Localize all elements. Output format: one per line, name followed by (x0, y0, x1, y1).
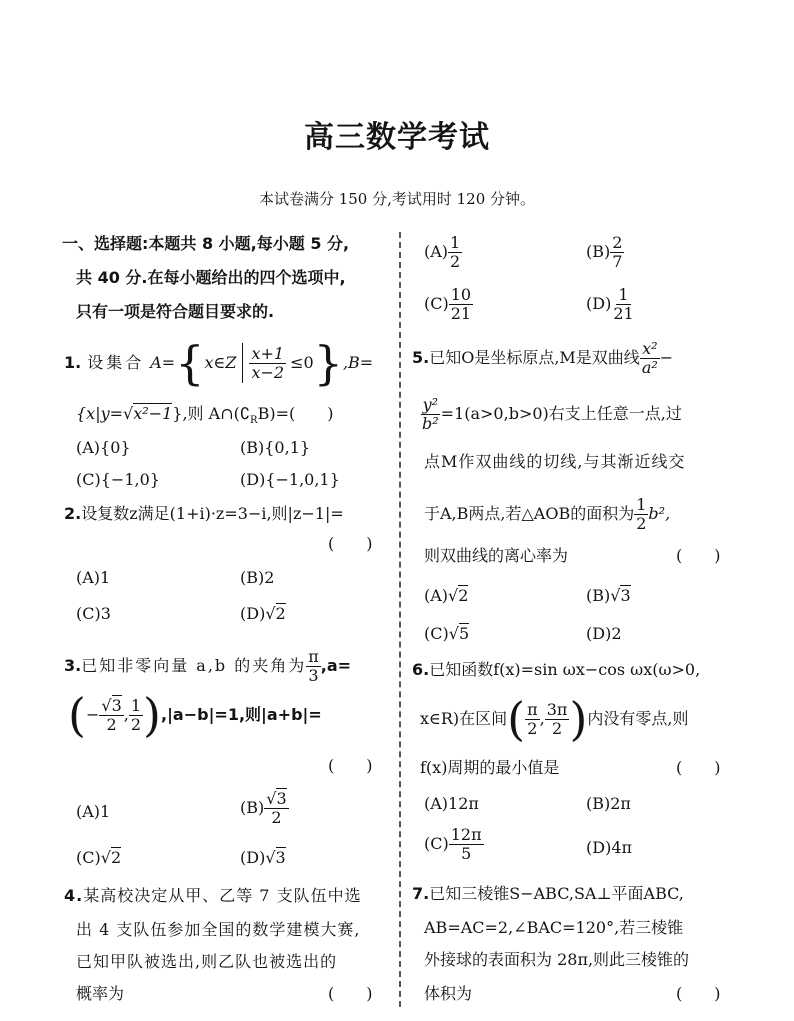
q6-text: x∈R)在区间 (420, 709, 508, 728)
question-7-line3: 外接球的表面积为 28π,则此三棱锥的 (424, 950, 690, 969)
sqrt-symbol: √ (266, 789, 277, 808)
q3-vec-x (99, 697, 123, 733)
option-c[interactable] (424, 286, 473, 322)
q1-brace-close: } (313, 336, 343, 390)
option-fraction (449, 826, 484, 862)
option-c[interactable]: (C)3 (76, 604, 111, 623)
question-3-line2 (68, 688, 322, 742)
question-4-line4: 概率为 (76, 984, 125, 1003)
option-fraction (449, 286, 473, 322)
option-a[interactable]: (A)1 (76, 802, 111, 821)
question-5-line4 (424, 496, 670, 532)
numerator: 1 (636, 495, 647, 514)
answer-blank[interactable]: ( ) (328, 984, 373, 1003)
q3-angle-fraction (306, 648, 321, 684)
q6-interval-end (545, 701, 570, 737)
question-5-line2 (420, 396, 682, 432)
denominator: 21 (450, 303, 472, 323)
q3-text: 已知非零向量 a,b 的夹角为 (81, 656, 307, 676)
answer-blank[interactable]: ( ) (328, 756, 373, 775)
option-label: (C) (424, 624, 449, 643)
radicand: 3 (275, 848, 286, 867)
question-number: 6. (412, 660, 430, 679)
numerator: 1 (450, 233, 461, 252)
q1-set-cond: x∈Z (204, 353, 237, 372)
option-d[interactable] (586, 286, 636, 322)
q5-area-fraction (634, 496, 648, 532)
numerator: 2 (612, 233, 623, 252)
q5-text: 已知O是坐标原点,M是双曲线 (429, 348, 640, 368)
q1-set-b: ,B= (342, 353, 374, 372)
option-a[interactable]: (A){0} (76, 438, 131, 457)
radicand: 5 (458, 624, 470, 643)
option-b[interactable] (586, 234, 624, 270)
sqrt-symbol: √ (123, 404, 134, 423)
q6-text: 已知函数f(x)=sin ωx−cos ωx(ω>0, (429, 660, 701, 679)
q6-interval-start (525, 701, 540, 737)
q1-question-end: B)=( ) (257, 404, 334, 423)
option-b[interactable] (586, 586, 631, 606)
option-d[interactable]: (D){−1,0,1} (240, 470, 340, 489)
paren-open: ( (507, 692, 526, 746)
option-label: (A) (424, 242, 449, 262)
numerator: π (527, 699, 538, 719)
q1-inequality: ≤0 (290, 353, 314, 372)
denominator: 7 (612, 251, 623, 271)
question-number: 3. (64, 656, 82, 676)
option-label: (D) (240, 604, 266, 623)
question-1-line1 (64, 336, 374, 390)
q1-set-b-def: {x|y= (76, 404, 124, 423)
section-heading-line2: 共 40 分.在每小题给出的四个选项中, (76, 268, 346, 287)
answer-blank[interactable]: ( ) (328, 534, 373, 553)
q5-fraction-x (640, 340, 660, 376)
denominator: 2 (450, 251, 461, 271)
q1-subscript: R (250, 415, 258, 427)
option-label: (A) (424, 586, 449, 605)
denominator: 5 (461, 843, 472, 863)
comma: , (539, 709, 545, 728)
answer-blank[interactable]: ( ) (676, 984, 721, 1003)
question-2-line1 (64, 504, 344, 524)
question-3-line1 (64, 648, 351, 684)
q1-frac-numerator: x+1 (251, 343, 285, 363)
option-b[interactable]: (B)2 (240, 568, 275, 587)
option-a[interactable]: (A)1 (76, 568, 111, 587)
option-label: (D) (586, 294, 612, 314)
sqrt-symbol: √ (101, 695, 112, 715)
numerator: 1 (618, 285, 629, 304)
option-fraction (610, 234, 624, 270)
q3-question: ,|a−b|=1,则|a+b|= (160, 705, 322, 724)
q1-set-a: A= (150, 353, 176, 372)
question-7-line2: AB=AC=2,∠BAC=120°,若三棱锥 (424, 918, 684, 937)
option-b[interactable]: (B){0,1} (240, 438, 311, 457)
question-number: 1. (64, 353, 82, 372)
q1-brace-open: { (175, 336, 205, 390)
option-d[interactable]: (D)4π (586, 838, 633, 857)
answer-blank[interactable]: ( ) (676, 758, 721, 777)
denominator: b² (422, 413, 439, 433)
denominator: a² (641, 357, 658, 377)
denominator: 2 (130, 714, 142, 734)
option-b[interactable]: (B)2π (586, 794, 631, 813)
section-heading-line3: 只有一项是符合题目要求的. (76, 302, 275, 321)
q1-fraction (249, 345, 286, 381)
question-4-line1 (64, 886, 362, 906)
radicand: 3 (111, 695, 122, 715)
question-6-line1 (412, 660, 700, 680)
radicand: 2 (275, 604, 286, 623)
option-a[interactable] (424, 234, 462, 270)
q7-text: 已知三棱锥S−ABC,SA⊥平面ABC, (429, 884, 684, 903)
section-heading-line1: 一、选择题:本题共 8 小题,每小题 5 分, (62, 234, 350, 253)
option-label: (B) (586, 242, 611, 262)
q1-text: 设集合 (87, 353, 145, 372)
q1-set-bar (242, 343, 243, 383)
exam-subtitle: 本试卷满分 150 分,考试用时 120 分钟。 (258, 190, 536, 208)
q5-fraction-y (420, 396, 441, 432)
paren-close: ) (569, 692, 588, 746)
sqrt-symbol: √ (100, 848, 111, 867)
numerator: 3π (546, 699, 568, 719)
paren-close: ) (143, 688, 161, 742)
question-7-line1 (412, 884, 684, 904)
denominator: 2 (106, 714, 117, 734)
question-6-line2 (420, 692, 689, 746)
q1-radicand: x²−1 (133, 404, 173, 423)
question-number: 7. (412, 884, 430, 903)
sqrt-symbol: √ (610, 586, 621, 605)
column-divider (399, 232, 401, 1007)
denominator: 3 (308, 665, 319, 685)
question-4-line2: 出 4 支队伍参加全国的数学建模大赛, (76, 920, 361, 939)
question-6-line3: f(x)周期的最小值是 (420, 758, 560, 777)
option-label: (D) (240, 848, 266, 867)
question-4-line3: 已知甲队被选出,则乙队也被选出的 (76, 952, 338, 971)
option-label: (B) (586, 586, 611, 605)
option-label: (C) (424, 834, 449, 854)
numerator: y² (422, 395, 439, 414)
q1-frac-denominator: x−2 (251, 362, 285, 382)
q3-vector-a: ,a= (320, 656, 352, 676)
minus-sign: − (85, 705, 100, 724)
q5-text-end: b², (648, 504, 671, 524)
option-c[interactable] (424, 826, 484, 862)
option-label: (C) (76, 848, 101, 867)
question-1-line2 (76, 404, 333, 431)
option-fraction (448, 234, 462, 270)
radicand: 2 (110, 848, 122, 867)
denominator: 2 (636, 513, 647, 533)
sqrt-symbol: √ (265, 848, 276, 867)
numerator: 10 (450, 285, 472, 304)
sqrt-symbol: √ (448, 624, 459, 643)
page-title: 高三数学考试 (304, 120, 490, 155)
radicand: 3 (620, 586, 631, 605)
denominator: 2 (271, 807, 282, 827)
option-c[interactable]: (C){−1,0} (76, 470, 160, 489)
question-5-line3: 点M作双曲线的切线,与其渐近线交 (424, 452, 686, 471)
numerator: 12π (450, 825, 482, 844)
numerator: π (308, 647, 319, 666)
option-a[interactable] (424, 586, 468, 606)
option-b[interactable] (240, 790, 289, 826)
comma: , (123, 705, 129, 724)
option-d[interactable] (240, 604, 286, 624)
radicand: 3 (276, 789, 287, 808)
option-fraction (264, 790, 288, 826)
q6-text-end: 内没有零点,则 (587, 709, 689, 728)
question-5-line1 (412, 340, 673, 376)
denominator: 2 (527, 718, 538, 738)
q1-question: },则 A∩(∁ (172, 404, 251, 423)
q3-vec-y (129, 697, 143, 733)
option-a[interactable]: (A)12π (424, 794, 479, 813)
numerator: 1 (130, 695, 142, 715)
sqrt-symbol: √ (448, 586, 459, 605)
question-number: 5. (412, 348, 430, 368)
question-number: 2. (64, 504, 82, 523)
option-fraction (611, 286, 635, 322)
paren-open: ( (68, 688, 86, 742)
denominator: 21 (613, 303, 634, 323)
sqrt-symbol: √ (265, 604, 276, 623)
question-number: 4. (64, 886, 84, 905)
option-c[interactable] (76, 848, 121, 868)
option-label: (B) (240, 798, 265, 818)
option-d[interactable] (240, 848, 286, 868)
numerator: x² (642, 339, 658, 358)
denominator: 2 (551, 718, 563, 738)
q5-text: 于A,B两点,若△AOB的面积为 (424, 504, 635, 524)
q5-text: =1(a>0,b>0)右支上任意一点,过 (440, 404, 682, 424)
option-label: (C) (424, 294, 449, 314)
minus-sign: − (659, 348, 674, 368)
question-5-line5: 则双曲线的离心率为 (424, 546, 569, 565)
option-c[interactable] (424, 624, 469, 644)
q2-text: 设复数z满足(1+i)·z=3−i,则|z−1|= (81, 504, 344, 523)
q4-text: 某高校决定从甲、乙等 7 支队伍中选 (83, 886, 362, 905)
option-d[interactable]: (D)2 (586, 624, 622, 643)
answer-blank[interactable]: ( ) (676, 546, 721, 565)
question-7-line4: 体积为 (424, 984, 473, 1003)
radicand: 2 (458, 586, 469, 605)
